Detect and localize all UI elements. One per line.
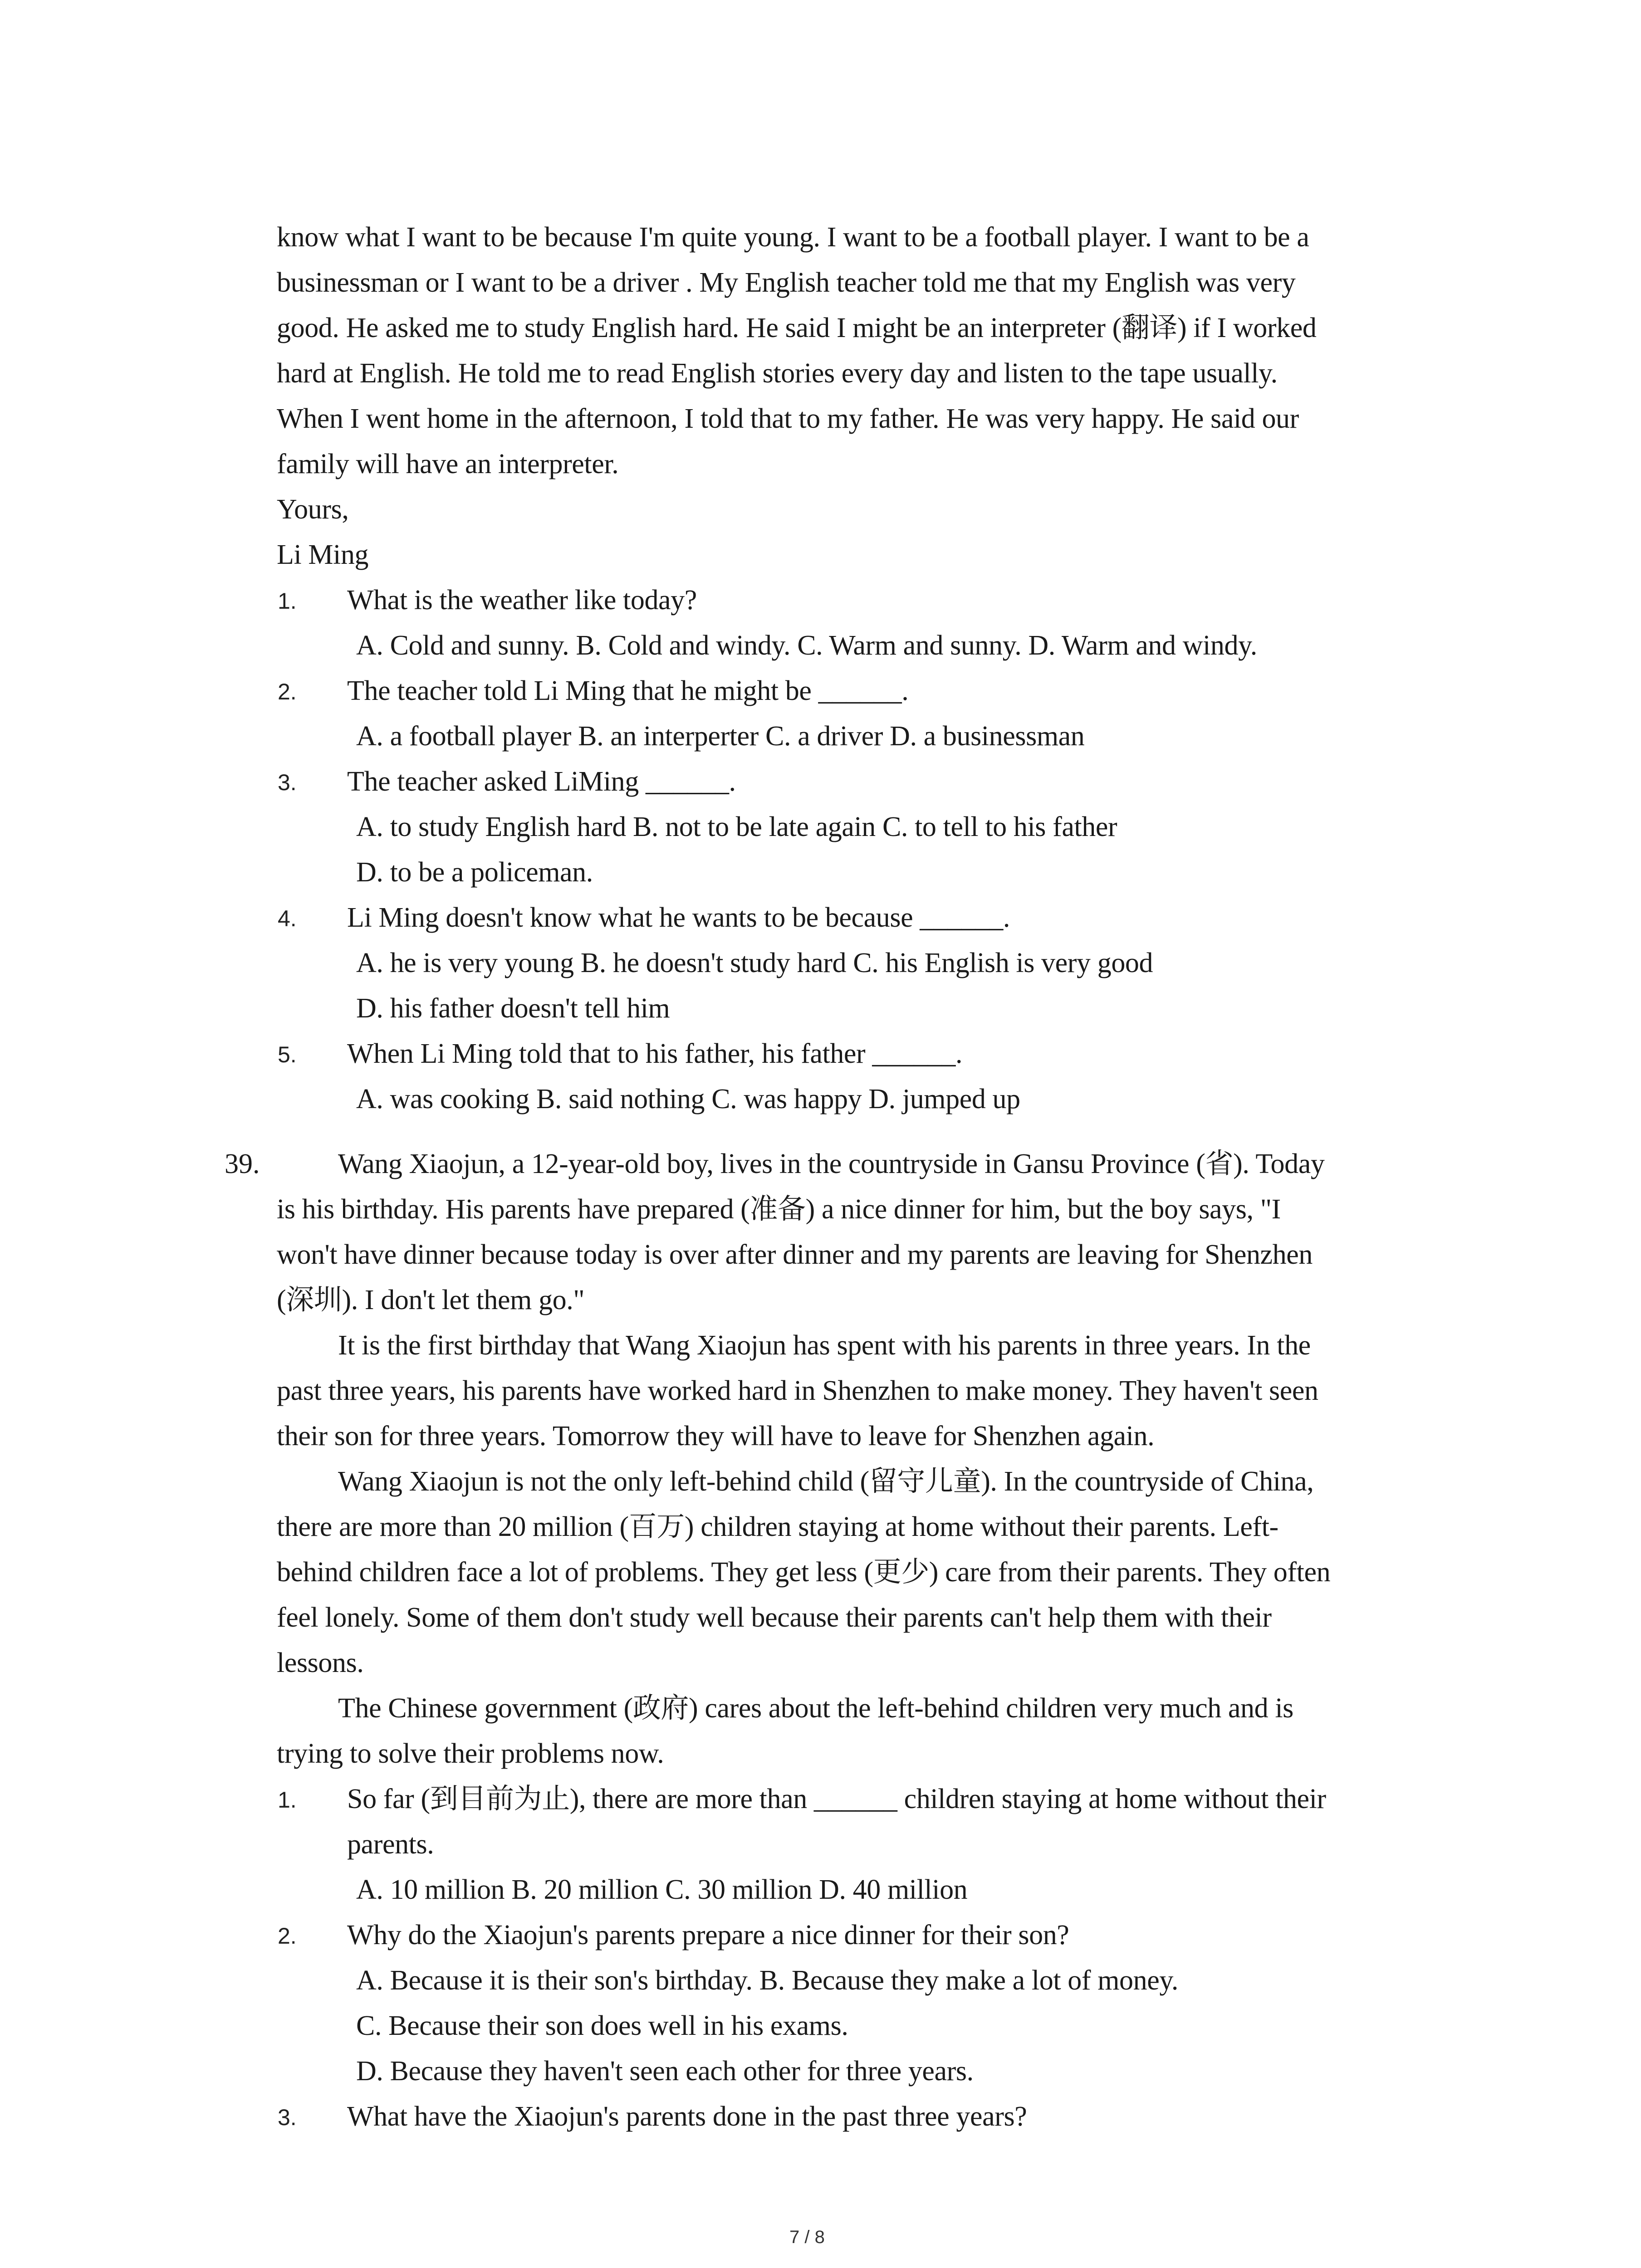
passage-line: their son for three years. Tomorrow they will have to leave for Shenzhen again.	[277, 1421, 1155, 1452]
question-stem: What have the Xiaojun's parents done in the past three years?	[347, 2101, 1027, 2132]
letter-closing: Yours,	[277, 494, 349, 525]
question-stem: What is the weather like today?	[347, 585, 697, 616]
question-options: A. to study English hard B. not to be late again C. to tell to his father	[356, 811, 1117, 842]
letter-line: When I went home in the afternoon, I told that to my father. He was very happy. He said our	[277, 403, 1299, 434]
question-number: 4.	[278, 906, 297, 931]
passage-line: The Chinese government (政府) cares about the left-behind children very much and is	[338, 1693, 1293, 1724]
passage-line: feel lonely. Some of them don't study well because their parents can't help them with their	[277, 1602, 1272, 1633]
question-stem: So far (到目前为止), there are more than ______ children staying at home without their	[347, 1784, 1326, 1814]
passage-line: won't have dinner because today is over after dinner and my parents are leaving for Shenzhen	[277, 1239, 1313, 1270]
question-stem: Why do the Xiaojun's parents prepare a nice dinner for their son?	[347, 1920, 1069, 1950]
passage-line: is his birthday. His parents have prepared (准备) a nice dinner for him, but the boy says, "I	[277, 1194, 1281, 1225]
letter-line: hard at English. He told me to read English stories every day and listen to the tape usually.	[277, 358, 1278, 389]
question-stem: Li Ming doesn't know what he wants to be because ______.	[347, 902, 1010, 933]
passage-line: past three years, his parents have worked hard in Shenzhen to make money. They haven't seen	[277, 1375, 1318, 1406]
letter-line: family will have an interpreter.	[277, 449, 619, 479]
question-options: A. 10 million B. 20 million C. 30 million D. 40 million	[356, 1874, 968, 1905]
letter-line: businessman or I want to be a driver . My English teacher told me that my English was very	[277, 267, 1296, 298]
passage-line: (深圳). I don't let them go."	[277, 1285, 585, 1315]
question-options: D. to be a policeman.	[356, 857, 593, 888]
passage-number: 39.	[225, 1149, 260, 1179]
question-number: 1.	[278, 588, 297, 614]
letter-line: know what I want to be because I'm quite young. I want to be a football player. I want to be a	[277, 222, 1309, 253]
question-options: A. Cold and sunny. B. Cold and windy. C. Warm and sunny. D. Warm and windy.	[356, 630, 1257, 661]
question-stem: parents.	[347, 1829, 434, 1860]
question-number: 2.	[278, 679, 297, 704]
question-stem: The teacher told Li Ming that he might be ______.	[347, 675, 909, 706]
passage-line: there are more than 20 million (百万) children staying at home without their parents. Left-	[277, 1511, 1279, 1542]
passage-line: Wang Xiaojun is not the only left-behind child (留守儿童). In the countryside of China,	[338, 1466, 1314, 1497]
question-number: 1.	[278, 1787, 297, 1813]
question-options: C. Because their son does well in his exams.	[356, 2010, 848, 2041]
page-number: 7 / 8	[789, 2227, 825, 2247]
question-options: D. his father doesn't tell him	[356, 993, 670, 1024]
question-options: D. Because they haven't seen each other for three years.	[356, 2056, 974, 2087]
question-number: 3.	[278, 770, 297, 795]
question-options: A. a football player B. an interperter C. a driver D. a businessman	[356, 721, 1085, 752]
passage-line: It is the first birthday that Wang Xiaojun has spent with his parents in three years. In the	[338, 1330, 1311, 1361]
letter-line: good. He asked me to study English hard. He said I might be an interpreter (翻译) if I worked	[277, 313, 1317, 343]
question-options: A. he is very young B. he doesn't study hard C. his English is very good	[356, 948, 1153, 978]
question-number: 3.	[278, 2105, 297, 2130]
question-options: A. Because it is their son's birthday. B. Because they make a lot of money.	[356, 1965, 1179, 1996]
passage-line: behind children face a lot of problems. They get less (更少) care from their parents. They often	[277, 1557, 1331, 1588]
question-number: 2.	[278, 1923, 297, 1949]
question-stem: When Li Ming told that to his father, his father ______.	[347, 1038, 963, 1069]
passage-line: Wang Xiaojun, a 12-year-old boy, lives in the countryside in Gansu Province (省). Today	[338, 1149, 1325, 1179]
passage-line: lessons.	[277, 1647, 364, 1678]
letter-signature: Li Ming	[277, 539, 369, 570]
question-stem: The teacher asked LiMing ______.	[347, 766, 736, 797]
passage-line: trying to solve their problems now.	[277, 1738, 664, 1769]
question-options: A. was cooking B. said nothing C. was happy D. jumped up	[356, 1084, 1020, 1114]
question-number: 5.	[278, 1042, 297, 1067]
